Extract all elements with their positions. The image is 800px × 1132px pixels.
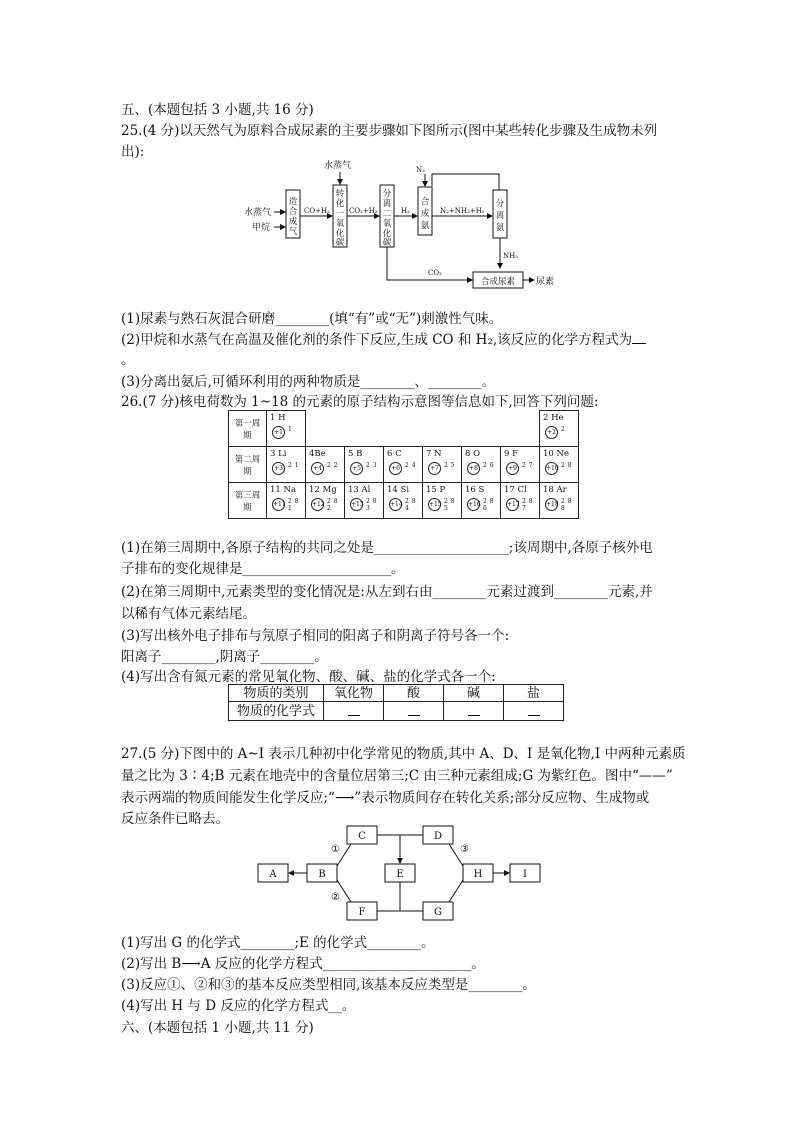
svg-text:碳: 碳: [382, 238, 392, 248]
node-e-label: E: [396, 869, 404, 880]
q25-input-steam: 水蒸气: [244, 208, 272, 218]
element-cell: 5 B +5 2 3: [345, 447, 384, 483]
period-label-2: 第二周期: [229, 447, 267, 483]
table-row-label-formula: 物质的化学式: [229, 702, 324, 721]
element-cell: 7 N +7 2 5: [423, 447, 462, 483]
q26-intro: 26.(7 分)核电荷数为 1~18 的元素的原子结构示意图等信息如下,回答下列问题:: [121, 394, 599, 410]
svg-text:氧: 氧: [335, 219, 345, 229]
q25-part2-blank[interactable]: [632, 330, 646, 344]
q25-box6-label: 合成尿素: [480, 277, 516, 287]
node-h-label: H: [473, 869, 483, 880]
q25-co2-label: CO₂: [428, 269, 442, 277]
svg-text:合: 合: [288, 207, 298, 217]
period-label-1: 第一周期: [229, 411, 267, 447]
svg-text:二: 二: [382, 209, 392, 219]
svg-text:离: 离: [495, 211, 505, 221]
svg-text:分: 分: [495, 199, 505, 209]
svg-text:化: 化: [335, 199, 345, 209]
q25-arrow4-label: N₂+NH₃+H₂: [440, 207, 485, 215]
q25-steam-top: 水蒸气: [324, 161, 352, 171]
element-cell: 9 F +9 2 7: [501, 447, 540, 483]
svg-text:碳: 碳: [335, 238, 345, 248]
node-b-label: B: [318, 869, 326, 880]
q25-part3: (3)分离出氨后,可循环利用的两种物质是________、________。: [121, 374, 496, 390]
table-header-base: 碱: [444, 685, 504, 702]
q27-intro-line4: 反应条件已略去。: [121, 811, 229, 827]
q26-part2-line2: 以稀有气体元素结尾。: [121, 606, 256, 622]
element-cell: 16 S +16 2 8 6: [462, 483, 501, 519]
svg-text:氧: 氧: [382, 219, 392, 229]
q27-part2: (2)写出 B⟶A 反应的化学方程式______________________。: [121, 956, 485, 972]
q25-part2-text: (2)甲烷和水蒸气在高温及催化剂的条件下反应,生成 CO 和 H₂,该反应的化学方程式为: [121, 332, 633, 348]
element-cell: 14 Si +14 2 8 4: [384, 483, 423, 519]
reaction-mark-1: ①: [331, 844, 340, 855]
q27-relation-diagram: [255, 822, 545, 928]
q25-part1: (1)尿素与熟石灰混合研磨________(填“有”或“无”)刺激性气味。: [121, 311, 503, 327]
element-cell: 3 Li +3 2 1: [267, 447, 306, 483]
element-cell: 4Be +4 2 2: [306, 447, 345, 483]
svg-text:离: 离: [382, 199, 392, 209]
element-cell: 2 He +2 2: [540, 411, 579, 447]
section-heading-5: 五、(本题包括 3 小题,共 16 分): [121, 102, 314, 118]
element-cell: 17 Cl +17 2 8 7: [501, 483, 540, 519]
q27-intro-line1: 27.(5 分)下图中的 A~I 表示几种初中化学常见的物质,其中 A、D、I 是氧化物,I 中两种元素质: [121, 746, 686, 762]
answer-cell-base[interactable]: [444, 702, 504, 721]
svg-text:成: 成: [420, 209, 430, 219]
answer-cell-salt[interactable]: [504, 702, 564, 721]
table-header-oxide: 氧化物: [324, 685, 384, 702]
answer-cell-acid[interactable]: [384, 702, 444, 721]
reaction-mark-3: ③: [460, 844, 469, 855]
q26-part1-line2: 子排布的变化规律是______________________。: [121, 561, 405, 577]
q25-arrow3-label: H₂: [401, 207, 410, 215]
nitrogen-compounds-table: [228, 684, 564, 721]
table-header-acid: 酸: [384, 685, 444, 702]
q25-input-methane: 甲烷: [252, 223, 271, 233]
q26-part1-line1: (1)在第三周期中,各原子结构的共同之处是____________________;该周期中,各原子核外电: [121, 540, 653, 556]
q26-part4: (4)写出含有氮元素的常见氧化物、酸、碱、盐的化学式各一个:: [121, 669, 496, 685]
element-cell: 6 C +6 2 4: [384, 447, 423, 483]
q25-intro-line2: 出):: [121, 144, 145, 160]
q25-arrow1-label: CO+H₂: [304, 207, 330, 215]
q25-nh3-label: NH₃: [503, 252, 519, 260]
section-heading-6: 六、(本题包括 1 小题,共 11 分): [121, 1020, 314, 1036]
q25-output-label: 尿素: [536, 277, 555, 287]
node-a-label: A: [269, 869, 277, 880]
q25-n2-label: N₂: [416, 166, 425, 174]
node-i-label: I: [523, 869, 527, 880]
table-header-salt: 盐: [504, 685, 564, 702]
node-c-label: C: [358, 831, 366, 842]
element-cell: 8 O +8 2 6: [462, 447, 501, 483]
q27-part3: (3)反应①、②和③的基本反应类型相同,该基本反应类型是________。: [121, 977, 536, 993]
svg-text:造: 造: [288, 197, 298, 207]
q25-part2-line2: 。: [121, 352, 135, 368]
q27-intro-line3: 表示两端的物质间能发生化学反应;“⟶”表示物质间存在转化关系;部分反应物、生成物或: [121, 790, 650, 806]
q26-part2-line1: (2)在第三周期中,元素类型的变化情况是:从左到右由________元素过渡到________元素,并: [121, 584, 653, 600]
q27-part1: (1)写出 G 的化学式________;E 的化学式________。: [121, 935, 435, 951]
q26-part3-line2: 阳离子________,阴离子________。: [121, 649, 328, 665]
svg-text:化: 化: [382, 229, 392, 239]
element-cell: 10 Ne +10 2 8: [540, 447, 579, 483]
q25-part2-line1: [121, 330, 646, 350]
q26-part3-line1: (3)写出核外电子排布与氖原子相同的阳离子和阴离子符号各一个:: [121, 628, 510, 644]
svg-text:氨: 氨: [420, 221, 430, 231]
q25-flow-diagram: [240, 160, 570, 290]
element-cell: 18 Ar +18 2 8 8: [540, 483, 579, 519]
element-cell: 12 Mg +12 2 8 2: [306, 483, 345, 519]
node-d-label: D: [433, 831, 443, 842]
periodic-table-1-18: [228, 410, 579, 519]
svg-text:化: 化: [335, 229, 345, 239]
q25-intro-line1: 25.(4 分)以天然气为原料合成尿素的主要步骤如下图所示(图中某些转化步骤及生成物未列: [121, 123, 658, 139]
table-header-category: 物质的类别: [229, 685, 324, 702]
element-cell: 13 Al +13 2 8 3: [345, 483, 384, 519]
answer-cell-oxide[interactable]: [324, 702, 384, 721]
svg-text:转: 转: [335, 189, 345, 199]
svg-text:气: 气: [288, 227, 298, 237]
svg-text:成: 成: [288, 217, 298, 227]
q25-arrow2-label: CO₂+H₂: [349, 207, 378, 215]
node-f-label: F: [358, 907, 366, 918]
svg-text:氨: 氨: [495, 223, 505, 233]
element-cell: 11 Na +11 2 8 1: [267, 483, 306, 519]
period-label-3: 第三周期: [229, 483, 267, 519]
q27-part4: (4)写出 H 与 D 反应的化学方程式__。: [121, 998, 356, 1014]
reaction-mark-2: ②: [331, 892, 340, 903]
svg-text:分: 分: [382, 189, 392, 199]
element-cell: 1 H +1 1: [267, 411, 306, 447]
svg-text:一: 一: [335, 209, 345, 219]
svg-text:合: 合: [420, 197, 430, 207]
q27-intro-line2: 量之比为 3∶4;B 元素在地壳中的含量位居第三;C 由三种元素组成;G 为紫红色。图中“——”: [121, 768, 673, 784]
element-cell: 15 P +15 2 8 5: [423, 483, 462, 519]
node-g-label: G: [434, 907, 442, 918]
